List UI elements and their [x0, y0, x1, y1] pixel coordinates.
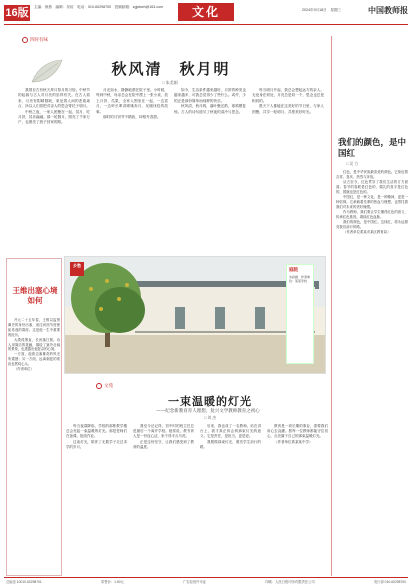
paragraph: 每当夜幕降临，学校的那栋教学楼总会亮起一束温暖的灯光。那是老师们在备课、批改作业。: [66, 424, 127, 439]
painting-fruit: [105, 279, 109, 283]
masthead-rule: [4, 24, 408, 25]
footer-left: 总编室 10010-60298701: [6, 580, 42, 584]
painting-seal: 乡愁: [70, 262, 84, 276]
bottom-column: [66, 424, 127, 574]
paragraph: 正是这份坚守，让我们感受到了教育的温度。: [133, 439, 194, 449]
caption-text: 水彩画 作者单位：某某学校: [289, 275, 311, 284]
masthead: [0, 0, 412, 28]
right-article-title: 我们的颜色，是中国红: [338, 138, 407, 159]
paragraph: 我们的颜色，是中国红。这抹红，将永远照亮我们前行的路。: [336, 220, 408, 229]
footer-price: 零售价：1.50元: [100, 580, 124, 584]
painting-door: [215, 307, 225, 329]
right-article-body: [336, 170, 408, 575]
paragraph: 从古至今，红色贯穿了我们生活的方方面面。春节的春联是红色的，婚礼的喜字是红色的，国旗也是红色的。: [336, 180, 408, 194]
bottom-article-title: 一束温暖的灯光: [168, 395, 252, 408]
paragraph: 作为教师，我们要让学生懂得红色的意义，传承红色基因，赓续红色血脉。: [336, 210, 408, 219]
paragraph: （作者单位系某市某区教育局）: [343, 230, 391, 234]
paragraph: 每当明月升起，我总会想起远方的亲人。无论身在何处，月亮总是同一个，思念也总是相同的。: [252, 88, 324, 103]
paragraph: 红色，是中华民族最喜爱的颜色。它象征着吉祥、喜庆、热烈与奔放。: [336, 170, 408, 179]
paragraph: （作者单位系某某中学）: [274, 439, 313, 444]
painting-fruit: [99, 307, 103, 311]
caption-title: 庭院: [289, 268, 298, 273]
paragraph: 大漠孤烟直，长河落日圆。诗人用简洁的笔触，描绘了塞外壮阔的景象，也透露出他复杂的心境。: [8, 337, 60, 352]
painting-door: [255, 307, 265, 329]
footer-license: 广告经营许可证: [183, 580, 207, 584]
paragraph: 开元二十五年春，王维以监察御史的身份出塞，前往河西节度使崔希逸的幕府。这是他一生中重要的经历。: [8, 318, 60, 337]
bottom-article-author: □ 刘 杰: [204, 416, 216, 420]
paragraph: 这束灯光，陪伴了无数学子走过求学的岁月。: [66, 439, 127, 449]
sidebar-body: [8, 318, 60, 573]
painting-door: [175, 307, 185, 329]
paragraph: 我至今还记得，初中时的班主任总是最后一个离开学校。她常说，教书育人是一份良心活，来不得半点马虎。: [133, 424, 194, 439]
bottom-article-subtitle: ——纪念新教育育人理想，复兴文学教师教育之初心: [156, 409, 260, 414]
bottom-column: [267, 424, 328, 574]
paragraph: 秋风清，秋月明，落叶聚还散，寒鸦栖复惊。古人的诗句道尽了秋夜的清冷与思念。: [174, 104, 246, 114]
newspaper-logo: 中国教师报: [368, 5, 408, 15]
column-divider: [331, 36, 332, 576]
paragraph: 那时的月饼并不精致，却格外香甜。: [103, 115, 161, 120]
lead-column-tag-label: 四时有味: [30, 37, 48, 43]
lead-column: [18, 88, 90, 248]
sidebar-title: 王维出塞心境如何: [12, 286, 58, 305]
lead-column: [252, 88, 324, 248]
right-article-author: □ 吴 力: [346, 162, 358, 166]
bottom-column: [200, 424, 261, 574]
ink-leaf-icon: [28, 56, 66, 86]
bottom-article-body: [66, 424, 328, 574]
column-tag-icon: [22, 37, 28, 43]
editor-info: 主编：徐燕 编辑：吴培 电话：010-60298700 投稿邮箱：zgjsbwh@163.com: [34, 5, 164, 9]
bottom-column-tag-label: 文苑: [104, 383, 113, 389]
page-footer: [4, 577, 408, 585]
lead-column: [96, 88, 168, 248]
painting-fruit: [125, 283, 129, 287]
painting-caption: [286, 264, 314, 364]
paragraph: 如今，生活条件越来越好，月饼的种类也越来越多，可我总觉得少了些什么。或许，少的正是那份简单而纯粹的快乐。: [174, 88, 246, 103]
issue-date: 2024年9月18日 星期三: [302, 8, 342, 12]
paragraph: 月光如水，静静地洒在院子里。小时候，每到中秋，母亲总会在院中摆上一张小桌，放上月饼、瓜果，全家人围坐在一起，一边赏月，一边听长辈讲嫦娥奔月、吴刚伐桂的故事。: [96, 88, 168, 114]
painting-fruit: [89, 287, 93, 291]
lead-column-tag: [22, 37, 66, 46]
paragraph: 我国自古有秋天拜月祭月的习俗。中秋节的起源与古人对月亮的崇拜有关。在古人看来，月亮有阴晴圆缺，象征着人间的悲欢离合，所以人们常把对亲人的思念寄托于明月。: [18, 88, 90, 109]
bottom-column-tag: [96, 383, 136, 389]
paragraph: 愿天下人都能在这美好的节日里，与家人团聚，共享一轮明月，共度美好时光。: [252, 104, 324, 114]
paragraph: 教育是一项长期的事业，需要我们用心去浇灌。愿每一位教师都能守住初心，点亮属于自己的那束温暖灯光。: [267, 424, 328, 439]
paragraph: 我愿做那束灯光，照亮学生前行的路。: [200, 439, 261, 449]
footer-right: 发行部 010-60298700: [373, 580, 406, 584]
lead-column: [174, 88, 246, 248]
lead-author: □ 朱美娟: [162, 80, 178, 85]
paragraph: （作者单位）: [14, 367, 34, 372]
lead-title: 秋风清 秋月明: [111, 60, 231, 78]
lead-body: [18, 88, 324, 248]
page-number: 16版: [5, 7, 29, 19]
footer-printer: 印刷：人民日报印务有限责任公司: [265, 580, 315, 584]
paragraph: 中秋之夜，一家人团聚在一起，赏月、吃月饼，其乐融融。那一轮圆月，照亮了千家万户，也照亮了游子回家的路。: [18, 109, 90, 125]
paragraph: 一方面，他被边塞雄奇的风光所震撼；另一方面，远离朝廷的孤寂也萦绕心头。: [8, 352, 60, 367]
paragraph: 中国红，是一种文化，是一种精神，更是一种信仰。它承载着先辈的热血与理想，也寄托着我们对未来的美好憧憬。: [336, 195, 408, 209]
column-tag-icon: [96, 383, 102, 389]
paragraph: 后来，我也成了一名教师。站在讲台上，我才真正体会到那束灯光的意义。它是责任，是担当，更是爱。: [200, 424, 261, 439]
section-title: 文化: [178, 3, 234, 21]
bottom-column: [133, 424, 194, 574]
painting-fruit: [117, 297, 121, 301]
